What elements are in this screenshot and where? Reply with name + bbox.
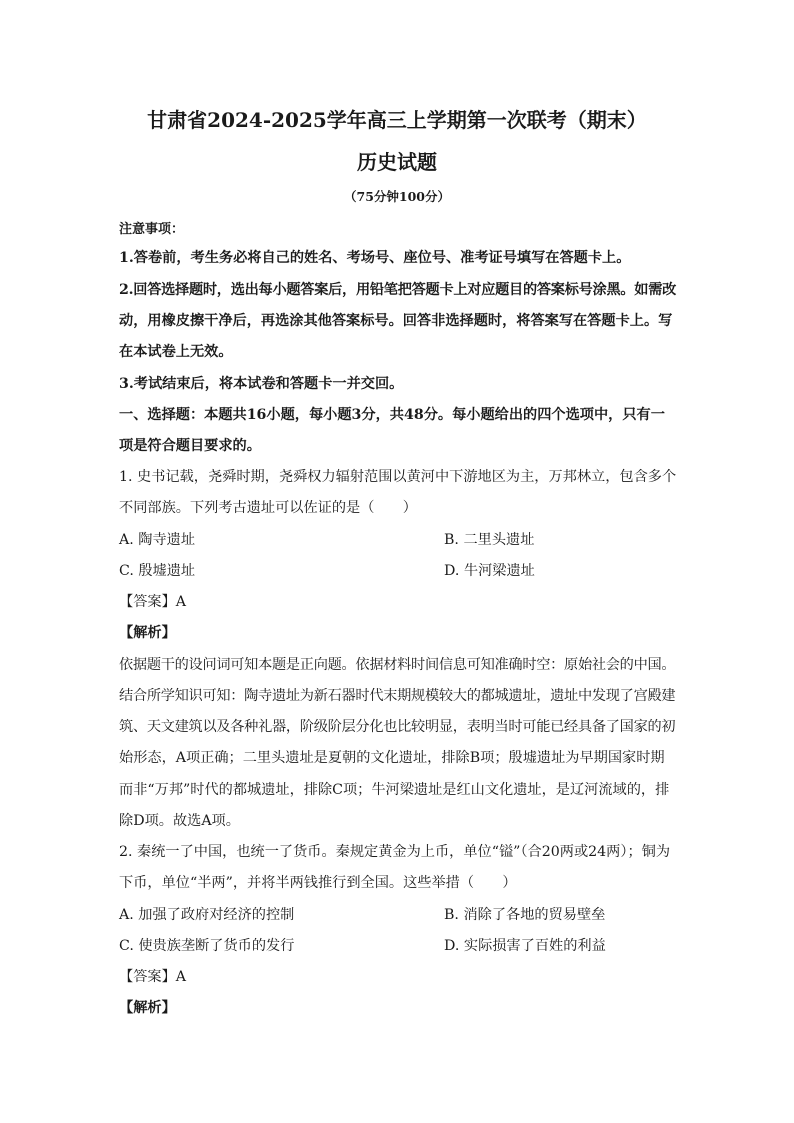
notice-item-1: 1.答卷前，考生务必将自己的姓名、考场号、座位号、准考证号填写在答题卡上。	[119, 250, 631, 266]
q1-option-d: D. 牛河梁遗址	[444, 563, 535, 579]
q1-analysis-line-2: 结合所学知识可知：陶寺遗址为新石器时代末期规模较大的都城遗址，遗址中发现了宫殿建	[119, 688, 676, 704]
section-heading-line-2: 项是符合题目要求的。	[119, 438, 261, 454]
q1-analysis-line-6: 除D项。故选A项。	[119, 813, 240, 829]
section-heading-line-1: 一、选择题：本题共16小题，每小题3分，共48分。每小题给出的四个选项中，只有一	[119, 407, 665, 423]
q2-option-b: B. 消除了各地的贸易壁垒	[444, 907, 606, 923]
notice-item-2-line-1: 2.回答选择题时，选出每小题答案后，用铅笔把答题卡上对应题目的答案标号涂黑。如需改	[119, 282, 677, 298]
q1-stem-line-1: 1. 史书记载，尧舜时期，尧舜权力辐射范围以黄河中下游地区为主，万邦林立，包含多个	[119, 469, 677, 485]
q2-option-a: A. 加强了政府对经济的控制	[119, 907, 295, 923]
q2-option-c: C. 使贵族垄断了货币的发行	[119, 938, 295, 954]
notice-item-2-line-3: 在本试卷上无效。	[119, 344, 233, 360]
exam-title: 甘肃省2024-2025学年高三上学期第一次联考（期末）	[147, 108, 647, 132]
q1-analysis-line-4: 始形态，A项正确；二里头遗址是夏朝的文化遗址，排除B项；殷墟遗址为早期国家时期	[119, 750, 665, 766]
q1-analysis-line-3: 筑、天文建筑以及各种礼器，阶级阶层分化也比较明显，表明当时可能已经具备了国家的初	[119, 719, 676, 735]
notice-item-2-line-2: 动，用橡皮擦干净后，再选涂其他答案标号。回答非选择题时，将答案写在答题卡上。写	[119, 313, 673, 329]
q1-analysis-line-1: 依据题干的设问词可知本题是正向题。依据材料时间信息可知准确时空：原始社会的中国。	[119, 657, 676, 673]
q2-stem-line-2: 下币，单位“半两”，并将半两钱推行到全国。这些举措（ ）	[119, 875, 517, 891]
q2-analysis-label: 【解析】	[119, 1000, 176, 1016]
exam-subtitle: 历史试题	[357, 150, 437, 174]
q1-option-c: C. 殷墟遗址	[119, 563, 196, 579]
q2-answer: 【答案】A	[119, 969, 186, 985]
q1-stem-line-2: 不同部族。下列考古遗址可以佐证的是（ ）	[119, 500, 417, 516]
q1-option-b: B. 二里头遗址	[444, 532, 535, 548]
q2-stem-line-1: 2. 秦统一了中国，也统一了货币。秦规定黄金为上币，单位“镒”（合20两或24两）；铜为	[119, 844, 671, 860]
time-score-note: （75分钟100分）	[344, 189, 450, 204]
q1-option-a: A. 陶寺遗址	[119, 532, 196, 548]
notice-heading: 注意事项：	[119, 222, 185, 237]
q2-option-d: D. 实际损害了百姓的利益	[444, 938, 606, 954]
q1-answer: 【答案】A	[119, 594, 186, 610]
q1-analysis-line-5: 而非“万邦”时代的都城遗址，排除C项；牛河梁遗址是红山文化遗址，是辽河流域的，排	[119, 782, 670, 798]
q1-analysis-label: 【解析】	[119, 625, 176, 641]
notice-item-3: 3.考试结束后，将本试卷和答题卡一并交回。	[119, 376, 404, 392]
